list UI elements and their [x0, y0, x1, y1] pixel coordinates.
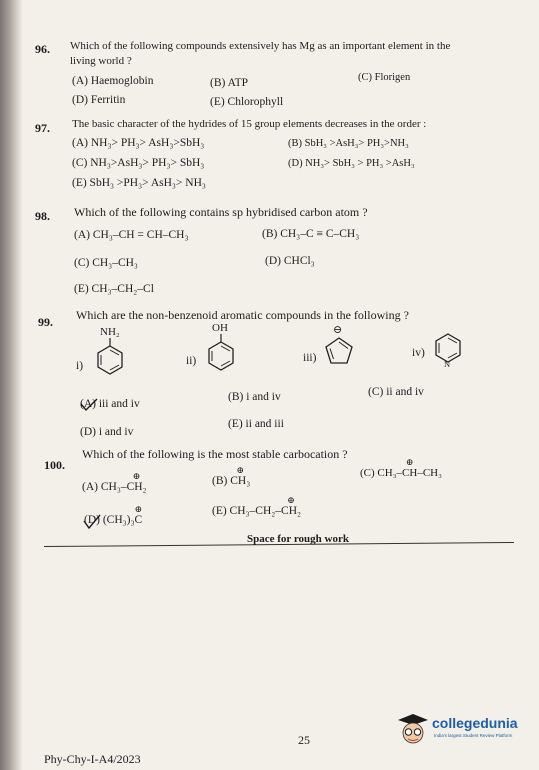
q100-option-e-carbon: CH₂	[281, 505, 302, 517]
q100-option-e[interactable]	[212, 496, 301, 517]
positive-charge-icon: ⊕	[134, 504, 143, 514]
phenol-oh-label: OH	[212, 322, 228, 334]
question-96-text: Which of the following compounds extensively has Mg as an important element in the	[70, 40, 451, 52]
q99-structure-i-label: i)	[76, 360, 84, 372]
q97-option-e[interactable]: (E) SbH₃ >PH₃> AsH₃> NH₃	[72, 177, 206, 189]
q99-option-d[interactable]: (D) i and iv	[80, 426, 134, 438]
q98-option-a[interactable]: (A) CH₃–CH = CH–CH₃	[74, 229, 189, 241]
q100-option-c-carbon: CH	[402, 467, 418, 479]
aniline-nh2-label: NH₂	[100, 326, 120, 338]
question-99-text: Which are the non-benzenoid aromatic compounds in the following ?	[76, 308, 409, 322]
question-96-number: 96.	[35, 42, 50, 56]
q100-option-c-prefix: (C) CH₃–	[360, 467, 403, 479]
q96-option-c[interactable]: (C) Florigen	[358, 72, 411, 83]
q97-option-d[interactable]: (D) NH₃> SbH₃ > PH₃ >AsH₃	[288, 158, 415, 169]
question-97-text: The basic character of the hydrides of 15 group elements decreases in the order :	[72, 118, 427, 130]
pyridine-nitrogen-label: N	[444, 359, 451, 369]
q100-option-a-carbon: CH₂	[126, 481, 147, 493]
q99-structure-ii-label: ii)	[186, 355, 197, 367]
q100-option-b[interactable]	[212, 466, 250, 487]
pen-tick-mark	[82, 513, 102, 531]
question-99-number: 99.	[38, 315, 53, 329]
aniline-structure	[93, 338, 127, 378]
q100-option-e-prefix: (E) CH₃–CH₂–	[212, 505, 282, 517]
q100-option-c[interactable]	[360, 458, 442, 479]
page-number: 25	[298, 733, 310, 747]
cyclopentadienyl-charge-label: ⊖	[333, 324, 343, 336]
q99-structure-iii-label: iii)	[303, 352, 317, 364]
q99-structure-iv-label: iv)	[412, 347, 425, 359]
mascot-icon	[396, 712, 430, 748]
q98-option-c[interactable]: (C) CH₃–CH₃	[74, 257, 138, 269]
pen-tick-mark	[79, 397, 99, 413]
q100-option-b-prefix: (B)	[212, 475, 231, 487]
q100-option-d-carbon: C	[134, 514, 143, 526]
q99-option-b[interactable]: (B) i and iv	[228, 391, 281, 403]
phenol-structure	[204, 334, 238, 374]
brand-name: collegedunia	[432, 715, 518, 731]
q100-option-b-carbon: CH₃	[230, 475, 251, 487]
positive-charge-icon: ⊕	[236, 465, 244, 475]
q97-option-c[interactable]: (C) NH₃>AsH₃> PH₃> SbH₃	[72, 157, 205, 169]
positive-charge-icon: ⊕	[405, 457, 414, 467]
question-97-number: 97.	[35, 121, 50, 135]
q99-option-e[interactable]: (E) ii and iii	[228, 418, 284, 430]
q100-option-a[interactable]	[82, 472, 147, 493]
q98-option-e[interactable]: (E) CH₃–CH₂–Cl	[74, 283, 154, 295]
question-98-text: Which of the following contains sp hybridised carbon atom ?	[74, 205, 368, 219]
q98-option-b[interactable]: (B) CH₃–C ≡ C–CH₃	[262, 228, 360, 240]
q96-option-d[interactable]: (D) Ferritin	[72, 94, 126, 106]
question-96-text-cont: living world ?	[70, 55, 132, 67]
q100-option-d-prefix: (D) (CH₃)₃	[84, 514, 135, 526]
brand-tagline: India's largest Student Review Platform	[434, 733, 513, 738]
question-100-text: Which of the following is the most stable carbocation ?	[82, 447, 348, 461]
positive-charge-icon: ⊕	[132, 471, 141, 481]
q97-option-b[interactable]: (B) SbH₃ >AsH₃> PH₃>NH₃	[288, 138, 409, 149]
positive-charge-icon: ⊕	[287, 495, 295, 505]
q96-option-a[interactable]: (A) Haemoglobin	[72, 75, 154, 87]
question-98-number: 98.	[35, 209, 50, 223]
rough-work-label: Space for rough work	[247, 533, 349, 545]
q97-option-a[interactable]: (A) NH₃> PH₃> AsH₃>SbH₃	[72, 137, 205, 149]
cyclopentadienyl-anion-structure	[324, 336, 354, 366]
q96-option-e[interactable]: (E) Chlorophyll	[210, 96, 284, 108]
q100-option-c-suffix: –CH₃	[417, 467, 442, 479]
question-100-number: 100.	[44, 458, 65, 472]
q98-option-d[interactable]: (D) CHCl₃	[265, 255, 315, 267]
q99-option-a[interactable]: (A) iii and iv	[80, 398, 140, 410]
q96-option-b[interactable]: (B) ATP	[210, 77, 249, 89]
q99-option-c[interactable]: (C) ii and iv	[368, 386, 424, 398]
q100-option-a-prefix: (A) CH₃–	[82, 481, 127, 493]
paper-code: Phy-Chy-I-A4/2023	[44, 752, 141, 766]
